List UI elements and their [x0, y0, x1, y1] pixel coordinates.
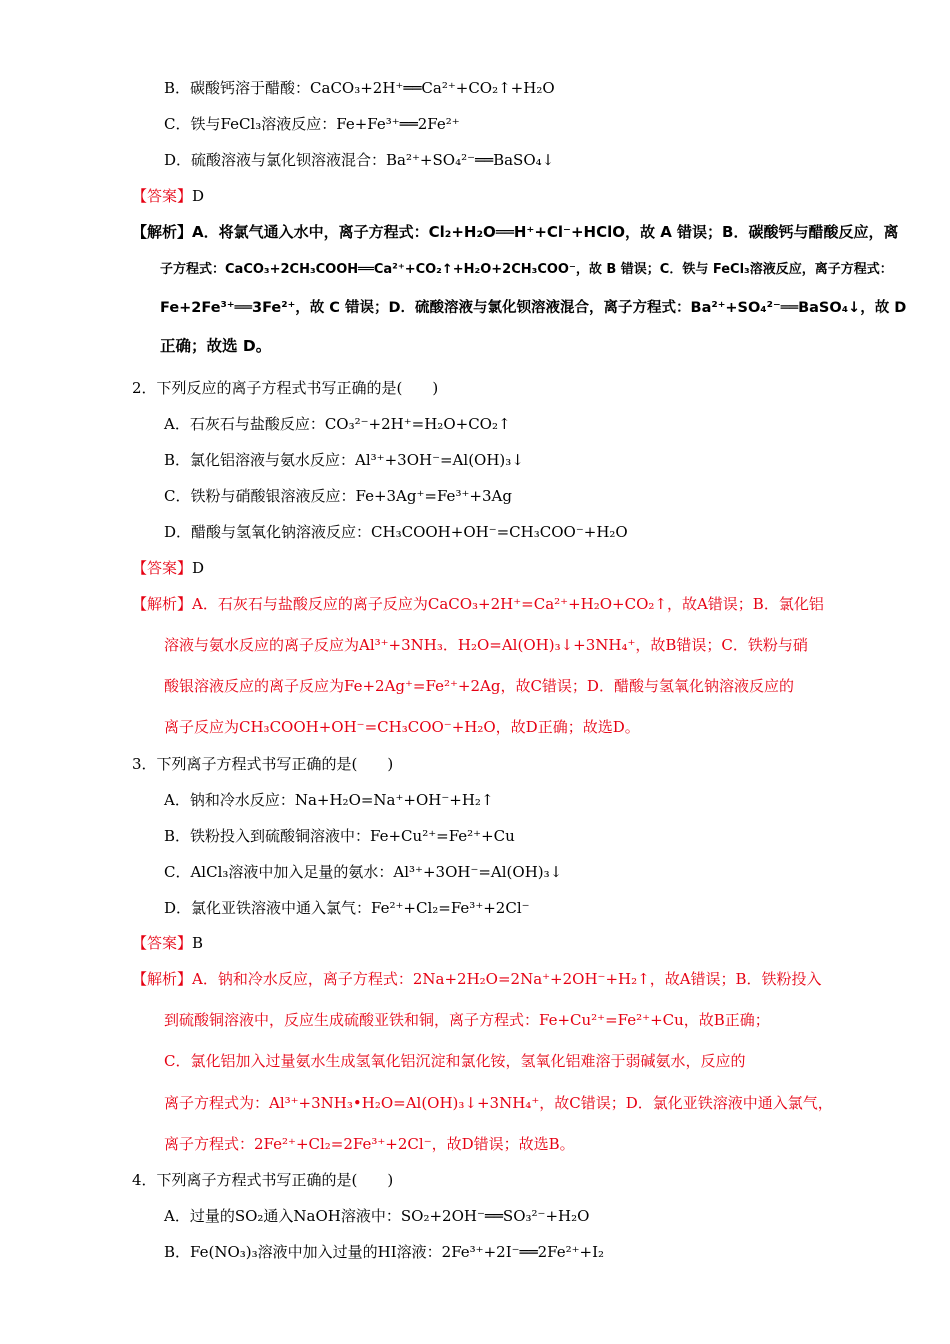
q1-analysis-line-1 [132, 222, 898, 242]
q4-option-a: A．过量的SO₂通入NaOH溶液中：SO₂+2OH⁻══SO₃²⁻+H₂O [164, 1207, 590, 1225]
q3-analysis-line-5: 离子方程式：2Fe²⁺+Cl₂=2Fe³⁺+2Cl⁻，故D错误；故选B。 [164, 1135, 575, 1153]
q1-analysis-line-3: Fe+2Fe³⁺══3Fe²⁺，故 C 错误；D．硫酸溶液与氯化钡溶液混合，离子方程式：Ba²⁺+SO₄²⁻══BaSO₄↓，故 D [160, 300, 907, 316]
answer-label: 【答案】 [132, 187, 193, 205]
q3-option-c: C．AlCl₃溶液中加入足量的氨水：Al³⁺+3OH⁻=Al(OH)₃↓ [164, 863, 563, 881]
q2-option-d: D．醋酸与氢氧化钠溶液反应：CH₃COOH+OH⁻=CH₃COO⁻+H₂O [164, 523, 628, 541]
q2-analysis-line-3: 酸银溶液反应的离子反应为Fe+2Ag⁺=Fe²⁺+2Ag，故C错误；D．醋酸与氢氧化钠溶液反应的 [164, 677, 794, 695]
q4-stem: 4．下列离子方程式书写正确的是( ) [132, 1171, 394, 1189]
q1-answer [132, 186, 204, 206]
analysis-text: A．石灰石与盐酸反应的离子反应为CaCO₃+2H⁺=Ca²⁺+H₂O+CO₂↑，故A错误；B．氯化铝 [192, 595, 824, 613]
analysis-label: 【解析】 [132, 970, 193, 988]
q4-option-b: B．Fe(NO₃)₃溶液中加入过量的HI溶液：2Fe³⁺+2I⁻══2Fe²⁺+I₂ [164, 1243, 605, 1261]
answer-label: 【答案】 [132, 559, 193, 577]
q2-option-b: B．氯化铝溶液与氨水反应：Al³⁺+3OH⁻=Al(OH)₃↓ [164, 451, 524, 469]
analysis-text: A．钠和冷水反应，离子方程式：2Na+2H₂O=2Na⁺+2OH⁻+H₂↑，故A错误；B．铁粉投入 [192, 970, 822, 988]
q3-option-b: B．铁粉投入到硫酸铜溶液中：Fe+Cu²⁺=Fe²⁺+Cu [164, 827, 515, 845]
q3-analysis-line-1 [132, 969, 822, 989]
q2-answer [132, 558, 204, 578]
q2-option-c: C．铁粉与硝酸银溶液反应：Fe+3Ag⁺=Fe³⁺+3Ag [164, 487, 512, 505]
q2-analysis-line-1 [132, 594, 824, 614]
analysis-text: A．将氯气通入水中，离子方程式：Cl₂+H₂O══H⁺+Cl⁻+HClO，故 A 错误；B．碳酸钙与醋酸反应，离 [192, 223, 899, 241]
q1-option-c: C．铁与FeCl₃溶液反应：Fe+Fe³⁺══2Fe²⁺ [164, 115, 460, 133]
q3-analysis-line-2: 到硫酸铜溶液中，反应生成硫酸亚铁和铜，离子方程式：Fe+Cu²⁺=Fe²⁺+Cu，故B正确； [164, 1011, 770, 1029]
answer-value: B [192, 934, 204, 952]
q3-option-a: A．钠和冷水反应：Na+H₂O=Na⁺+OH⁻+H₂↑ [164, 791, 494, 809]
analysis-label: 【解析】 [132, 595, 193, 613]
q3-answer [132, 933, 203, 953]
q3-analysis-line-4: 离子方程式为：Al³⁺+3NH₃•H₂O=Al(OH)₃↓+3NH₄⁺，故C错误；D．氯化亚铁溶液中通入氯气， [164, 1094, 833, 1112]
q1-option-d: D．硫酸溶液与氯化钡溶液混合：Ba²⁺+SO₄²⁻══BaSO₄↓ [164, 151, 555, 169]
answer-label: 【答案】 [132, 934, 193, 952]
q3-option-d: D．氯化亚铁溶液中通入氯气：Fe²⁺+Cl₂=Fe³⁺+2Cl⁻ [164, 899, 530, 917]
analysis-label: 【解析】 [132, 223, 193, 241]
q1-analysis-line-4: 正确；故选 D。 [160, 337, 272, 355]
q1-analysis-line-2: 子方程式：CaCO₃+2CH₃COOH══Ca²⁺+CO₂↑+H₂O+2CH₃COO⁻，故 B 错误；C．铁与 FeCl₃溶液反应，离子方程式： [160, 262, 893, 277]
q3-analysis-line-3: C．氯化铝加入过量氨水生成氢氧化铝沉淀和氯化铵，氢氧化铝难溶于弱碱氨水，反应的 [164, 1052, 746, 1070]
q2-analysis-line-4: 离子反应为CH₃COOH+OH⁻=CH₃COO⁻+H₂O，故D正确；故选D。 [164, 718, 640, 736]
answer-value: D [192, 559, 205, 577]
q3-stem: 3．下列离子方程式书写正确的是( ) [132, 755, 394, 773]
answer-value: D [192, 187, 205, 205]
q2-stem: 2．下列反应的离子方程式书写正确的是( ) [132, 379, 439, 397]
q2-option-a: A．石灰石与盐酸反应：CO₃²⁻+2H⁺=H₂O+CO₂↑ [164, 415, 511, 433]
q2-analysis-line-2: 溶液与氨水反应的离子反应为Al³⁺+3NH₃．H₂O=Al(OH)₃↓+3NH₄⁺，故B错误；C．铁粉与硝 [164, 636, 808, 654]
q1-option-b: B．碳酸钙溶于醋酸：CaCO₃+2H⁺══Ca²⁺+CO₂↑+H₂O [164, 79, 555, 97]
